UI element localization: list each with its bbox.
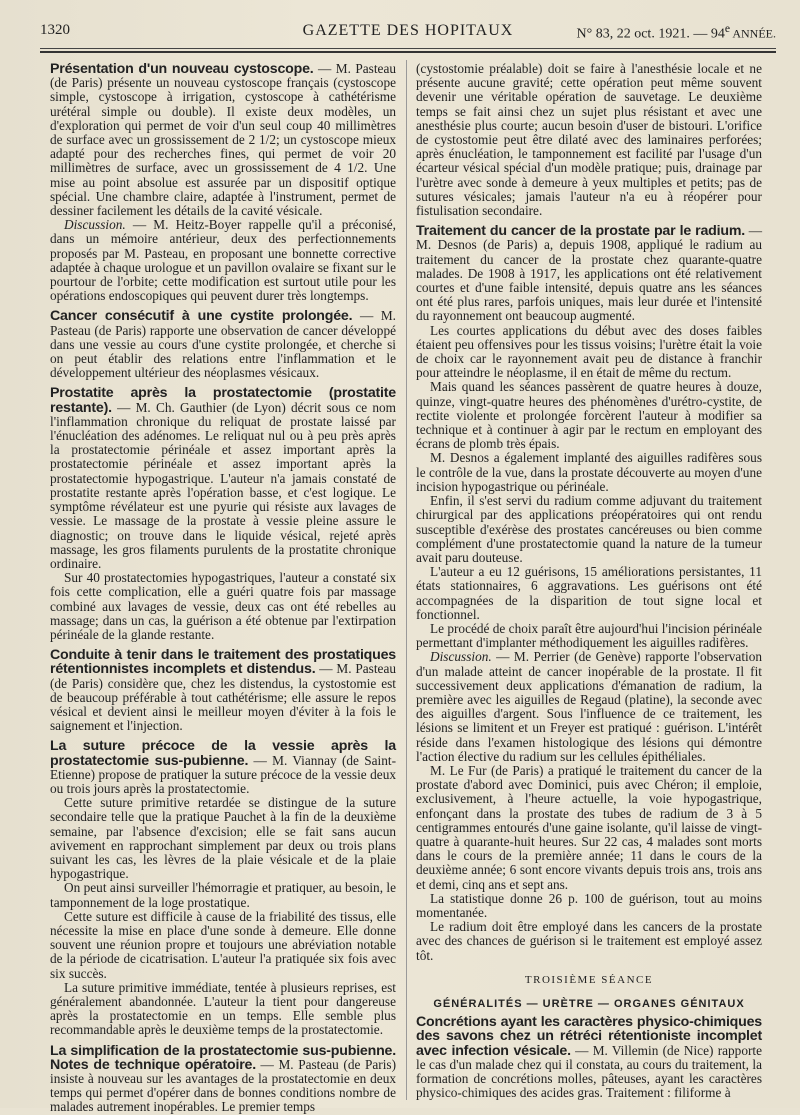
column-divider bbox=[406, 60, 407, 1100]
article-paragraph: Cette suture est difficile à cause de la friabilité des tissus, elle nécessite la mise en place d'une sonde à demeure. Elle donne souvent une réunion propre et toujours une abréviation notable de la période de cicatrisation. L'auteur l'a pratiquée six fois avec six succès. bbox=[50, 908, 396, 981]
running-header bbox=[40, 22, 776, 44]
article-title: Cancer consécutif à une cystite prolongée. bbox=[50, 308, 353, 325]
section-heading: GÉNÉRALITÉS — URÈTRE — ORGANES GÉNITAUX bbox=[433, 998, 745, 1010]
article-title: La suture précoce de la vessie après la prostatectomie sus-pubienne. bbox=[50, 738, 396, 769]
article-cystoscope bbox=[50, 62, 396, 303]
article-retentionnistes bbox=[50, 648, 396, 733]
article-prostatite bbox=[50, 386, 396, 642]
discussion-label: Discussion. bbox=[64, 217, 126, 233]
article-paragraph: On peut ainsi surveiller l'hémorragie et pratiquer, au besoin, le tamponnement de la loge prostatique. bbox=[50, 880, 396, 910]
article-paragraph: M. Desnos a également implanté des aiguilles radifères sous le contrôle de la vue, dans la prostate découverte au moyen d'une incision hypogastrique ou périnéale. bbox=[416, 450, 762, 494]
article-body: — M. Pasteau (de Paris) présente un nouveau cystoscope français (cystoscope simple, cystoscope à irrigation, cystoscope à cathétérisme urétéral simple ou double). Il existe deux modèles, un d'exploration qui permet de voir d'un seul coup 40 millimètres de surface avec un grossissement de 2 1/2; un cystoscope mieux adapté pour des recherches fines, qui permet de voir 20 millimètres de surface, avec un grossissement de 4 1/2. Une mise au point absolue est assurée par un dispositif optique spécial. Une chambre claire, adaptée à l'instrument, permet de dessiner facilement les détails de la cavité vésicale. bbox=[50, 61, 396, 219]
header-double-rule bbox=[40, 51, 776, 53]
article-title: La simplification de la prostatectomie sus-pubienne. Notes de technique opératoire. bbox=[50, 1042, 396, 1073]
discussion-label: Discussion. bbox=[430, 649, 492, 665]
article-paragraph: La statistique donne 26 p. 100 de guérison, tout au moins momentanée. bbox=[416, 890, 762, 920]
journal-title: GAZETTE DES HOPITAUX bbox=[302, 22, 514, 39]
discussion-body: — M. Perrier (de Genève) rapporte l'observation d'un malade atteint de cancer inopérable de la prostate. Il fit successivement deux applications d'émanation de radium, la première avec les aiguilles de Regaud (platine), la seconde avec des aiguilles d'argent. Sous l'influence de ce traitement, les lésions se limitent et un Freyer est pratiqué : guérison. L'intérêt réside dans l'examen histologique des lésions qui démontre l'action élective du radium sur les cellules épithéliales. bbox=[416, 649, 762, 764]
article-paragraph: M. Le Fur (de Paris) a pratiqué le traitement du cancer de la prostate d'abord avec Dominici, puis avec Chéron; il emploie, exclusivement, à l'heure actuelle, la voie hypogastrique, enfonçant dans la prostate des tubes de radium de 3 à 5 centigrammes entourés d'une gaine isolante, qu'il laisse de vingt-quatre à quarante-huit heures. Sur 22 cas, 4 malades sont morts dans le cours de la première année; 11 dans le cours de la deuxième année; 6 sont encore vivants depuis trois ans, trois ans et demi, cinq ans et sept ans. bbox=[416, 762, 762, 892]
article-title: Traitement du cancer de la prostate par le radium. bbox=[416, 223, 745, 240]
left-column bbox=[50, 61, 397, 1115]
article-paragraph: Le radium doit être employé dans les cancers de la prostate avec des chances de guérison si le traitement est employé assez tôt. bbox=[416, 919, 762, 963]
page-number: 1320 bbox=[40, 22, 70, 38]
article-body: — M. Pasteau (de Paris) considère que, chez les distendus, la cystostomie est de beaucoup préférable à tout cathétérisme; elle assure le repos vésical et devient ainsi le meilleur moyen d'éviter à la fois le saignement et l'injection. bbox=[50, 661, 396, 734]
discussion-body: — M. Heitz-Boyer rappelle qu'il a préconisé, dans un mémoire antérieur, deux des perfectionnements proposés par M. Pasteau, en proposant une bonnette corrective adaptée à chaque urologue et un pavillon ovalaire se fixant sur le pourtour de l'orbite; cette modification est surtout utile pour les opérations endoscopiques qui peuvent durer très longtemps. bbox=[50, 217, 396, 304]
article-body: — M. Ch. Gauthier (de Lyon) décrit sous ce nom l'inflammation chronique du reliquat de prostate laissé par l'énucléation des adénomes. Le reliquat nul ou à peu près après la prostatectomie périnéale et assez important après la prostatectomie périnéale et assez important après la prostatectomie hypogastrique. L'auteur n'a jamais constaté de prostatite restante après l'opération basse, et c'est logique. Le symptôme révélateur est une pyurie qui résiste aux lavages de vessie. Le massage de la prostate à vessie pleine assure le diagnostic; on trouve dans le liquide vésical, rejeté après massage, les gros filaments purulents de la prostatite chronique ordinaire. bbox=[50, 399, 396, 571]
article-paragraph: Sur 40 prostatectomies hypogastriques, l'auteur a constaté six fois cette complication, elle a guéri quatre fois par massage combiné aux lavages de vessie, deux cas ont été rebelles au massage; dans un cas, la guérison a été obtenue par l'extirpation périnéale de la glande restante. bbox=[50, 570, 396, 642]
article-title: Concrétions ayant les caractères physico-chimiques des savons chez un rétréci rétentioniste incomplet avec infection vésicale. bbox=[416, 1014, 762, 1059]
session-heading: TROISIÈME SÉANCE bbox=[524, 973, 654, 986]
right-column bbox=[416, 62, 762, 1102]
article-body: — M. Villemin (de Nice) rapporte le cas d'un malade chez qui il constata, au cours du traitement, la formation de concrétions molles, pâteuses, ayant les caractères physico-chimiques des acides gras. Traitement : filiforme à bbox=[416, 1042, 762, 1101]
article-paragraph: (cystostomie préalable) doit se faire à l'anesthésie locale et ne présente aucune gravité; cette opération peut même souvent devenir une véritable opération de sauvetage. Le deuxième temps se fait ainsi chez un sujet plus résistant et avec une anesthésie plus courte; aucun besoin d'user de bistouri. L'orifice de cystostomie peut être dilaté avec des laminaires perforées; après énucléation, le tamponnement est facilité par l'usage d'un écarteur vésical spécial d'un modèle pratique; puis, drainage par l'urètre avec sonde à demeure à yeux multiples et petits; pas de sutures vésicales; jamais l'auteur n'a eu à réopérer pour fistulisation secondaire. bbox=[416, 61, 762, 219]
article-paragraph: Les courtes applications du début avec des doses faibles étaient peu offensives pour les tissus voisins; l'urètre était la voie de choix car le rayonnement avait peu de distance à franchir pour atteindre le néoplasme, il en était de même du rectum. bbox=[416, 322, 762, 381]
article-paragraph: Cette suture primitive retardée se distingue de la suture secondaire telle que la pratique Pauchet à la fin de la deuxième semaine, par l'absence d'excision; elle se fait sans aucun avivement en rapprochant simplement par deux ou trois plans suivant les cas, les lèvres de la plaie vésicale et de la plaie hypogastrique. bbox=[50, 795, 396, 882]
article-concretions bbox=[416, 1015, 762, 1100]
article-paragraph: Mais quand les séances passèrent de quatre heures à douze, quinze, vingt-quatre heures des phénomènes d'urétro-cystite, de rectite violente et prolongée forcèrent l'auteur à modifier sa technique et à continuer à agir par le rectum en employant des écrans de plomb très épais. bbox=[416, 379, 762, 452]
article-paragraph: Enfin, il s'est servi du radium comme adjuvant du traitement chirurgical par des applications préopératoires qui ont rendu susceptible d'exérèse des prostates cancéreuses ou bien comme complément d'une prostatectomie quand la nature de la tumeur avait paru douteuse. bbox=[416, 493, 762, 565]
article-radium bbox=[416, 224, 762, 963]
issue-info: N° 83, 22 oct. 1921. — 94e ANNÉE. bbox=[576, 22, 776, 42]
article-body: — M. Pasteau (de Paris) rapporte une observation de cancer développé dans une vessie au cours d'une cystite prolongée, et cherche si on peut établir des relations entre l'inflammation et le développement ultérieur des néoplasmes vésicaux. bbox=[50, 308, 396, 381]
article-paragraph: La suture primitive immédiate, tentée à plusieurs reprises, est généralement abandonnée. L'auteur la tient pour dangereuse après la prostatectomie en un temps. Elle semble plus recommandable après le deuxième temps de la prostatectomie. bbox=[50, 979, 396, 1038]
article-title: Présentation d'un nouveau cystoscope. bbox=[50, 61, 314, 77]
article-continuation bbox=[416, 62, 762, 218]
article-suture-precoce bbox=[50, 739, 396, 1037]
article-title: Prostatite après la prostatectomie (prostatite restante). bbox=[50, 385, 396, 416]
article-body: — M. Viannay (de Saint-Etienne) propose de pratiquer la suture précoce de la vessie deux ou trois jours après la prostatectomie. bbox=[50, 752, 397, 796]
article-body: — M. Pasteau (de Paris) insiste à nouveau sur les avantages de la prostatectomie en deux temps qui permet d'opérer dans de bonnes conditions nombre de malades autrement inopérables. Le premier temps bbox=[50, 1056, 397, 1115]
article-body: — M. Desnos (de Paris) a, depuis 1908, appliqué le radium au traitement du cancer de la prostate chez quarante-quatre malades. De 1908 à 1917, les applications ont été relativement courtes et d'une faible intensité, depuis quatre ans les séances ont été plus rares, parfois uniques, mais leur durée et l'intensité du rayonnement ont beaucoup augmenté. bbox=[416, 223, 762, 324]
article-title: Conduite à tenir dans le traitement des prostatiques rétentionnistes incomplets et distendus. bbox=[50, 647, 396, 678]
article-simplification bbox=[50, 1044, 396, 1115]
article-paragraph: L'auteur a eu 12 guérisons, 15 améliorations persistantes, 11 états stationnaires, 6 aggravations. Les guérisons ont été accompagnées de la disparition de tout signe local et fonctionnel. bbox=[416, 564, 762, 622]
article-cancer-cystite bbox=[50, 309, 396, 380]
header-rule bbox=[40, 48, 776, 49]
article-paragraph: Le procédé de choix paraît être aujourd'hui l'incision périnéale permettant d'implanter méthodiquement les aiguilles radifères. bbox=[416, 620, 762, 651]
